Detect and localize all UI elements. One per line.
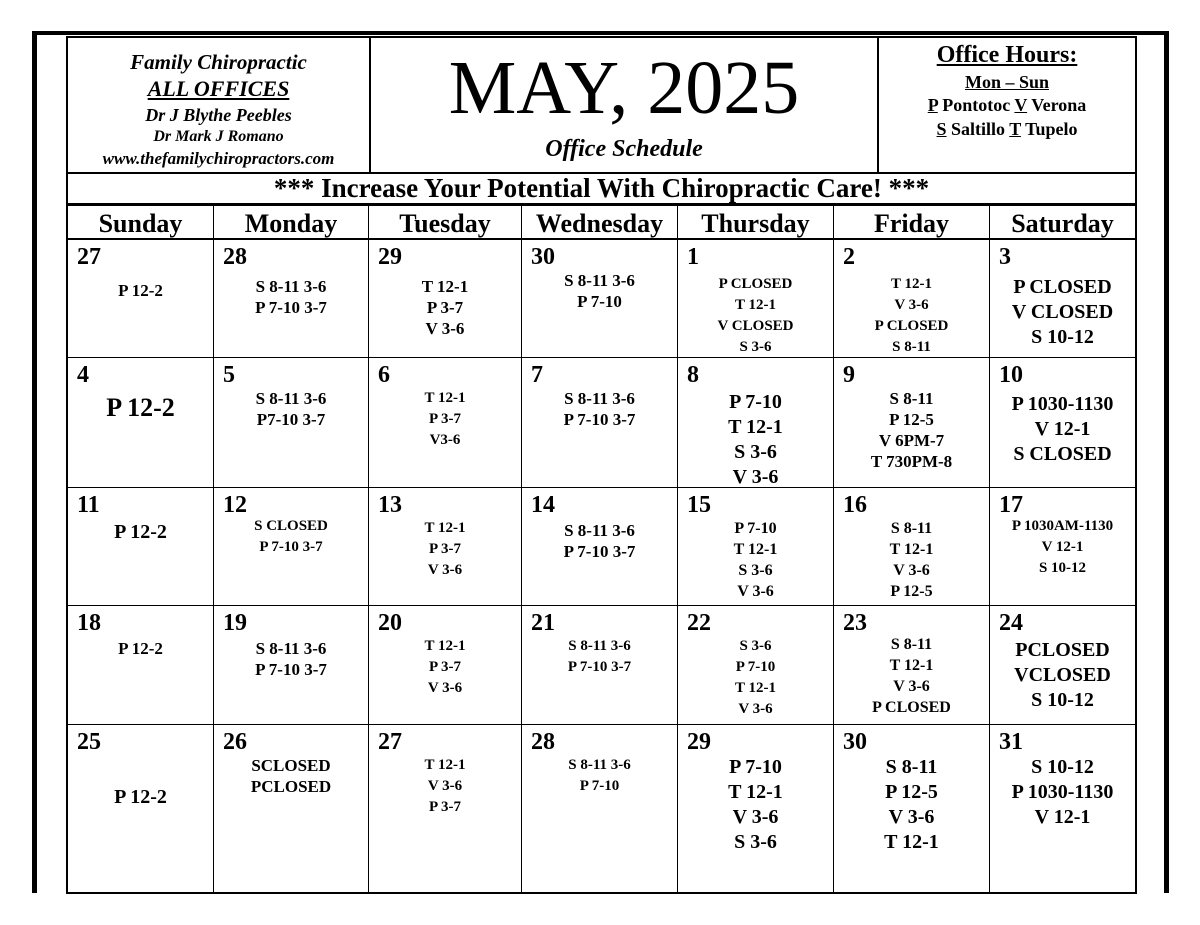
day-number: 27 (378, 729, 402, 755)
saltillo-name: Saltillo (946, 119, 1010, 139)
verona-letter: V (1014, 95, 1028, 115)
day-number: 22 (687, 610, 711, 636)
schedule-entry: P7-10 3-7 (256, 410, 326, 429)
day-cell (834, 240, 990, 358)
day-cell (990, 725, 1135, 893)
schedule-entry: T 12-1 (421, 277, 469, 296)
schedule-entry: P 7-10 (734, 520, 777, 537)
schedule-entry: VCLOSED (1014, 664, 1111, 686)
day-number: 21 (531, 610, 555, 636)
schedule-entry: P CLOSED (874, 318, 949, 334)
practice-name: Family Chiropractic (130, 50, 307, 74)
day-number: 30 (843, 729, 867, 755)
schedule-lines (834, 755, 989, 855)
schedule-entry: V 3-6 (427, 680, 463, 696)
day-cell (214, 725, 369, 893)
schedule-entry: V 12-1 (1034, 418, 1091, 440)
schedule-entry: T 730PM-8 (870, 452, 953, 471)
day-header-thursday: Thursday (678, 206, 834, 240)
day-number: 5 (223, 362, 235, 388)
schedule-entry: S 3-6 (738, 562, 773, 579)
schedule-entry: S 8-11 (892, 339, 931, 355)
schedule-lines (522, 520, 677, 562)
schedule-entry: V CLOSED (717, 318, 794, 334)
schedule-lines (369, 388, 521, 451)
day-cell (214, 606, 369, 725)
schedule-entry: S 8-11 (890, 636, 933, 653)
day-number: 11 (77, 492, 100, 518)
schedule-entry: P 7-10 (729, 391, 782, 413)
calendar-header (68, 38, 1135, 172)
day-number: 7 (531, 362, 543, 388)
schedule-entry: T 12-1 (735, 297, 776, 313)
day-number: 2 (843, 244, 855, 270)
office-hours-days: Mon – Sun (964, 72, 1050, 92)
schedule-entry: P 7-10 (577, 292, 622, 311)
day-number: 30 (531, 244, 555, 270)
schedule-entry: P 1030-1130 (1011, 393, 1114, 415)
day-cell (369, 725, 522, 893)
schedule-entry: V 12-1 (1041, 539, 1084, 555)
schedule-lines (678, 636, 833, 720)
schedule-entry: V 3-6 (732, 806, 779, 828)
schedule-entry: P 7-10 (735, 659, 776, 675)
day-number: 31 (999, 729, 1023, 755)
day-cell (68, 358, 214, 488)
schedule-entry: T 12-1 (884, 831, 939, 853)
schedule-lines (678, 518, 833, 602)
day-cell (522, 240, 678, 358)
schedule-entry: T 12-1 (891, 276, 932, 292)
schedule-entry: S 8-11 (890, 520, 933, 537)
day-number: 10 (999, 362, 1023, 388)
schedule-entry: T 12-1 (424, 638, 466, 654)
schedule-lines (369, 276, 521, 339)
schedule-entry: P 12-5 (890, 583, 933, 600)
schedule-entry: P 12-2 (118, 639, 163, 658)
day-number: 3 (999, 244, 1011, 270)
schedule-entry: P 3-7 (428, 799, 462, 815)
schedule-entry: T 12-1 (889, 541, 934, 558)
schedule-lines (834, 388, 989, 472)
day-cell (834, 606, 990, 725)
day-cell (834, 725, 990, 893)
schedule-entry: S 8-11 3-6 (564, 271, 635, 290)
day-header-sunday: Sunday (68, 206, 214, 240)
schedule-entry: P 7-10 3-7 (259, 539, 323, 555)
day-header-saturday: Saturday (990, 206, 1135, 240)
day-cell (214, 358, 369, 488)
day-cell (369, 240, 522, 358)
schedule-lines (68, 280, 213, 301)
day-cell (678, 725, 834, 893)
all-offices-label: ALL OFFICES (147, 76, 290, 101)
day-cell (369, 358, 522, 488)
schedule-lines (214, 388, 368, 430)
schedule-lines (834, 274, 989, 358)
schedule-entry: P 7-10 3-7 (567, 659, 632, 675)
schedule-lines (369, 518, 521, 581)
schedule-entry: V 12-1 (1034, 806, 1091, 828)
day-number: 25 (77, 729, 101, 755)
day-number: 15 (687, 492, 711, 518)
schedule-lines (369, 755, 521, 818)
schedule-entry: S 8-11 3-6 (255, 639, 327, 658)
day-cell (990, 606, 1135, 725)
schedule-entry: S 3-6 (734, 441, 777, 463)
day-number: 24 (999, 610, 1023, 636)
schedule-lines (834, 518, 989, 602)
day-cell (214, 240, 369, 358)
schedule-entry: P 12-2 (106, 393, 175, 422)
day-cell (678, 358, 834, 488)
day-number: 17 (999, 492, 1023, 518)
schedule-entry: T 12-1 (733, 541, 778, 558)
schedule-entry: S 10-12 (1038, 560, 1087, 576)
schedule-entry: V 3-6 (888, 806, 935, 828)
day-cell (990, 358, 1135, 488)
schedule-entry: P 3-7 (426, 298, 464, 317)
schedule-subtitle: Office Schedule (545, 136, 703, 162)
day-cell (834, 488, 990, 606)
schedule-lines (214, 638, 368, 680)
schedule-entry: V 3-6 (737, 583, 774, 600)
schedule-entry: V 3-6 (427, 778, 463, 794)
schedule-lines (214, 276, 368, 318)
office-hours-title: Office Hours: (936, 42, 1078, 68)
schedule-entry: S 8-11 (885, 756, 938, 778)
schedule-lines (214, 755, 368, 797)
schedule-entry: T 12-1 (728, 416, 783, 438)
schedule-entry: P 7-10 (729, 756, 782, 778)
day-number: 16 (843, 492, 867, 518)
schedule-lines (68, 638, 213, 659)
schedule-entry: V3-6 (429, 432, 461, 448)
day-number: 28 (223, 244, 247, 270)
title-block (371, 38, 879, 172)
schedule-lines (522, 388, 677, 430)
day-number: 4 (77, 362, 89, 388)
schedule-entry: PCLOSED (250, 777, 332, 796)
day-header-wednesday: Wednesday (522, 206, 678, 240)
schedule-entry: P 7-10 3-7 (563, 542, 636, 561)
schedule-lines (522, 755, 677, 797)
schedule-entry: P 1030-1130 (1011, 781, 1114, 803)
doctor-name-2: Dr Mark J Romano (153, 128, 284, 145)
schedule-entry: P 3-7 (428, 659, 462, 675)
schedule-lines (990, 516, 1135, 579)
day-cell (68, 606, 214, 725)
schedule-lines (522, 636, 677, 678)
schedule-entry: S 3-6 (734, 831, 777, 853)
tupelo-letter: T (1009, 119, 1021, 139)
day-number: 8 (687, 362, 699, 388)
schedule-entry: V 3-6 (427, 562, 463, 578)
schedule-entry: V 3-6 (894, 297, 929, 313)
day-number: 23 (843, 610, 867, 636)
schedule-entry: P CLOSED (718, 276, 793, 292)
day-cell (678, 606, 834, 725)
schedule-lines (68, 394, 213, 422)
schedule-entry: S 8-11 (889, 389, 934, 408)
schedule-entry: V 3-6 (732, 466, 779, 488)
schedule-entry: S 8-11 3-6 (568, 638, 631, 654)
schedule-entry: T 12-1 (728, 781, 783, 803)
day-cell (522, 488, 678, 606)
schedule-entry: P 12-5 (885, 781, 938, 803)
schedule-entry: S 8-11 3-6 (255, 277, 327, 296)
month-title: MAY, 2025 (448, 46, 800, 130)
schedule-entry: S CLOSED (1013, 443, 1112, 465)
schedule-entry: V 3-6 (893, 678, 930, 695)
office-hours (879, 38, 1135, 172)
schedule-entry: S 8-11 3-6 (255, 389, 327, 408)
schedule-lines (990, 392, 1135, 467)
schedule-lines (369, 636, 521, 699)
schedule-entry: P 3-7 (428, 411, 462, 427)
schedule-lines (678, 755, 833, 855)
day-number: 13 (378, 492, 402, 518)
day-cell (990, 488, 1135, 606)
day-number: 20 (378, 610, 402, 636)
office-key-row-2 (879, 119, 1135, 140)
saltillo-letter: S (936, 119, 947, 139)
day-cell (990, 240, 1135, 358)
schedule-entry: S 8-11 3-6 (564, 389, 635, 408)
day-number: 27 (77, 244, 101, 270)
schedule-entry: T 12-1 (735, 680, 776, 696)
day-cell (369, 606, 522, 725)
schedule-lines (990, 275, 1135, 350)
day-cell (214, 488, 369, 606)
day-header-monday: Monday (214, 206, 369, 240)
schedule-entry: S 10-12 (1031, 689, 1094, 711)
day-cell (68, 725, 214, 893)
banner: *** Increase Your Potential With Chiropractic Care! *** (68, 172, 1135, 206)
schedule-entry: P CLOSED (872, 699, 951, 716)
schedule-entry: T 12-1 (424, 757, 466, 773)
day-cell (522, 725, 678, 893)
schedule-entry: S 3-6 (739, 638, 772, 654)
schedule-entry: S 3-6 (739, 339, 772, 355)
schedule-entry: S 8-11 3-6 (564, 521, 635, 540)
schedule-entry: P 1030AM-1130 (1011, 518, 1114, 534)
pontotoc-letter: P (927, 95, 938, 115)
tupelo-name: Tupelo (1020, 119, 1078, 139)
schedule-entry: S 10-12 (1031, 326, 1094, 348)
day-cell (522, 606, 678, 725)
day-cell (834, 358, 990, 488)
schedule-entry: V 3-6 (893, 562, 930, 579)
schedule-entry: P CLOSED (1013, 276, 1112, 298)
day-cell (68, 240, 214, 358)
day-number: 14 (531, 492, 555, 518)
schedule-entry: T 12-1 (424, 390, 466, 406)
office-key-row-1 (879, 95, 1135, 116)
schedule-entry: V 3-6 (738, 701, 773, 717)
schedule-lines (522, 270, 677, 312)
schedule-entry: P 3-7 (428, 541, 462, 557)
schedule-entry: S 8-11 3-6 (568, 757, 631, 773)
schedule-lines (834, 634, 989, 718)
day-number: 1 (687, 244, 699, 270)
schedule-entry: S 10-12 (1031, 756, 1094, 778)
website-url: www.thefamilychiropractors.com (102, 149, 335, 168)
day-cell (678, 488, 834, 606)
calendar-sheet (66, 36, 1137, 894)
day-number: 26 (223, 729, 247, 755)
day-cell (68, 488, 214, 606)
schedule-entry: P 12-5 (889, 410, 934, 429)
day-number: 9 (843, 362, 855, 388)
schedule-entry: V CLOSED (1011, 301, 1114, 323)
day-cell (369, 488, 522, 606)
schedule-lines (68, 785, 213, 810)
schedule-entry: P 7-10 3-7 (255, 298, 327, 317)
day-number: 18 (77, 610, 101, 636)
schedule-lines (990, 638, 1135, 713)
day-number: 29 (378, 244, 402, 270)
schedule-lines (678, 274, 833, 358)
day-number: 6 (378, 362, 390, 388)
schedule-entry: PCLOSED (1015, 639, 1110, 661)
day-number: 29 (687, 729, 711, 755)
schedule-entry: V 3-6 (425, 319, 465, 338)
schedule-entry: P 7-10 3-7 (563, 410, 636, 429)
schedule-entry: P 7-10 (579, 778, 620, 794)
practice-info (68, 38, 371, 172)
schedule-lines (68, 520, 213, 545)
schedule-entry: P 12-2 (118, 281, 163, 300)
doctor-name-1: Dr J Blythe Peebles (145, 105, 292, 125)
schedule-entry: P 12-2 (114, 786, 167, 808)
schedule-lines (990, 755, 1135, 830)
day-cell (522, 358, 678, 488)
day-header-friday: Friday (834, 206, 990, 240)
schedule-entry: T 12-1 (889, 657, 934, 674)
schedule-entry: SCLOSED (251, 756, 331, 775)
day-number: 28 (531, 729, 555, 755)
day-number: 19 (223, 610, 247, 636)
day-number: 12 (223, 492, 247, 518)
schedule-lines (678, 390, 833, 490)
day-header-tuesday: Tuesday (369, 206, 522, 240)
schedule-entry: P 7-10 3-7 (255, 660, 327, 679)
schedule-entry: S CLOSED (254, 518, 328, 534)
pontotoc-name: Pontotoc (937, 95, 1015, 115)
verona-name: Verona (1027, 95, 1087, 115)
schedule-entry: T 12-1 (424, 520, 466, 536)
schedule-entry: V 6PM-7 (878, 431, 945, 450)
day-cell (678, 240, 834, 358)
schedule-lines (214, 516, 368, 558)
schedule-entry: P 12-2 (114, 521, 167, 543)
